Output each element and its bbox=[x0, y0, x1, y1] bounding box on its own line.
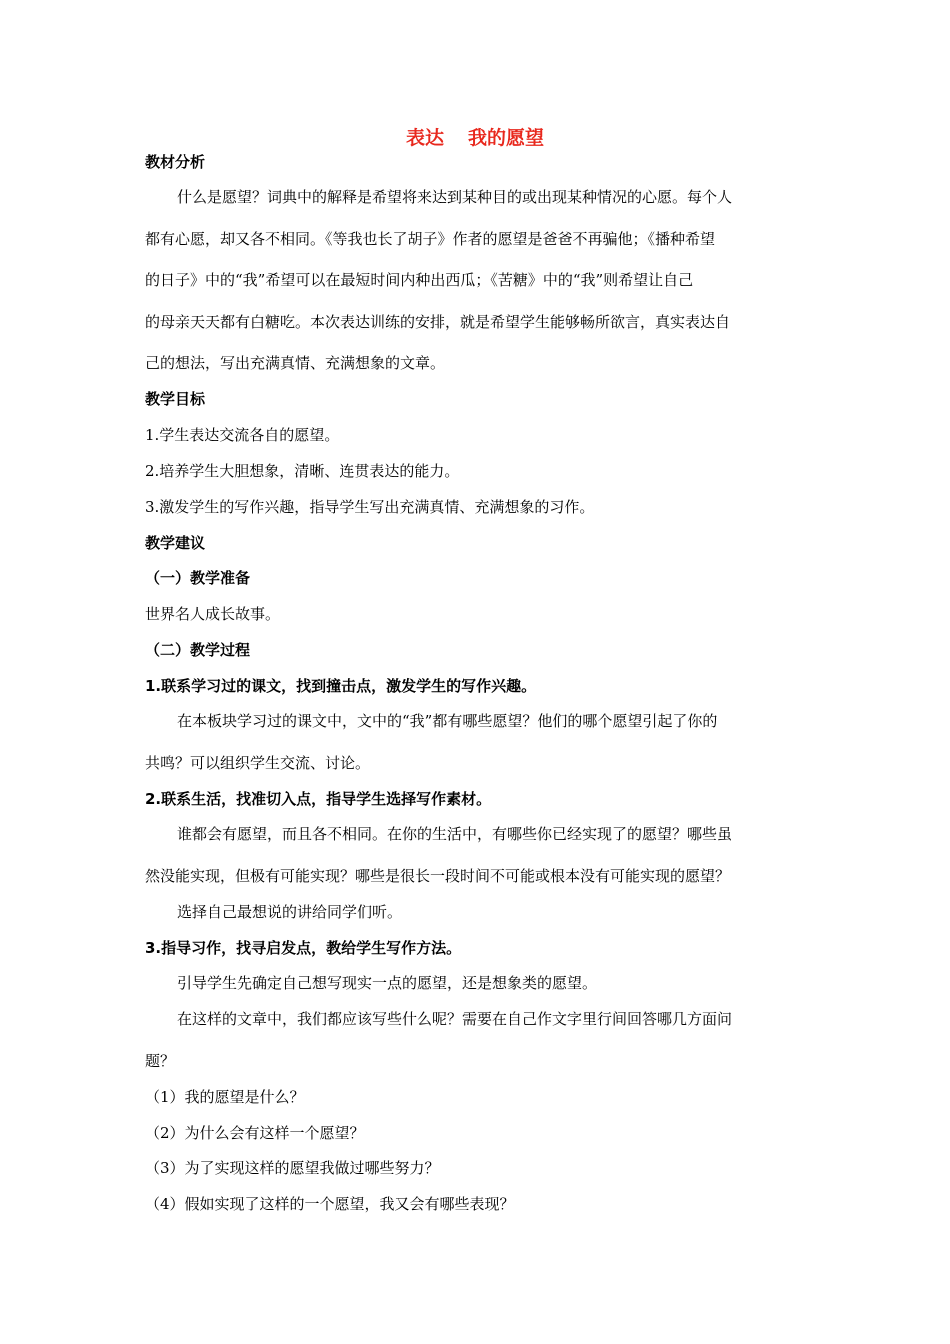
question-item: （4）假如实现了这样的一个愿望，我又会有哪些表现？ bbox=[145, 1195, 515, 1213]
paragraph-line: 题？ bbox=[145, 1052, 176, 1070]
section-heading-teaching-suggestions: 教学建议 bbox=[145, 534, 206, 552]
question-item: （2）为什么会有这样一个愿望？ bbox=[145, 1124, 365, 1142]
section-heading-teaching-goals: 教学目标 bbox=[145, 390, 206, 408]
goal-item: 1.学生表达交流各自的愿望。 bbox=[145, 426, 340, 444]
paragraph-line: 然没能实现，但极有可能实现？哪些是很长一段时间不可能或根本没有可能实现的愿望？ bbox=[145, 867, 731, 885]
paragraph-line: 都有心愿，却又各不相同。《等我也长了胡子》作者的愿望是爸爸不再骗他；《播种希望 bbox=[145, 230, 716, 248]
question-item: （3）为了实现这样的愿望我做过哪些努力？ bbox=[145, 1159, 440, 1177]
paragraph-line: 谁都会有愿望，而且各不相同。在你的生活中，有哪些你已经实现了的愿望？哪些虽 bbox=[177, 825, 733, 843]
page-title bbox=[0, 126, 950, 150]
section-heading-material-analysis: 教材分析 bbox=[145, 153, 206, 171]
step-heading: 2.联系生活，找准切入点，指导学生选择写作素材。 bbox=[145, 790, 492, 808]
subheading-process: （二）教学过程 bbox=[145, 641, 251, 659]
paragraph-line: 的母亲天天都有白糖吃。本次表达训练的安排，就是希望学生能够畅所欲言，真实表达自 bbox=[145, 313, 731, 331]
title-part-1: 表达 bbox=[405, 127, 444, 149]
paragraph-line: 在这样的文章中，我们都应该写些什么呢？需要在自己作文字里行间回答哪几方面问 bbox=[177, 1010, 733, 1028]
paragraph-line: 在本板块学习过的课文中，文中的“我”都有哪些愿望？他们的哪个愿望引起了你的 bbox=[177, 712, 718, 730]
paragraph-line: 引导学生先确定自己想写现实一点的愿望，还是想象类的愿望。 bbox=[177, 974, 598, 992]
preparation-text: 世界名人成长故事。 bbox=[145, 605, 281, 623]
paragraph-line: 己的想法，写出充满真情、充满想象的文章。 bbox=[145, 354, 446, 372]
title-part-2: 我的愿望 bbox=[468, 127, 545, 149]
paragraph-line: 选择自己最想说的讲给同学们听。 bbox=[177, 903, 403, 921]
goal-item: 2.培养学生大胆想象，清晰、连贯表达的能力。 bbox=[145, 462, 460, 480]
step-heading: 3.指导习作，找寻启发点，教给学生写作方法。 bbox=[145, 939, 462, 957]
paragraph-line: 什么是愿望？词典中的解释是希望将来达到某种目的或出现某种情况的心愿。每个人 bbox=[177, 188, 733, 206]
goal-item: 3.激发学生的写作兴趣，指导学生写出充满真情、充满想象的习作。 bbox=[145, 498, 595, 516]
paragraph-line: 共鸣？可以组织学生交流、讨论。 bbox=[145, 754, 371, 772]
paragraph-line: 的日子》中的“我”希望可以在最短时间内种出西瓜；《苦糖》中的“我”则希望让自己 bbox=[145, 271, 694, 289]
question-item: （1）我的愿望是什么？ bbox=[145, 1088, 305, 1106]
subheading-preparation: （一）教学准备 bbox=[145, 569, 251, 587]
step-heading: 1.联系学习过的课文，找到撞击点，激发学生的写作兴趣。 bbox=[145, 677, 537, 695]
